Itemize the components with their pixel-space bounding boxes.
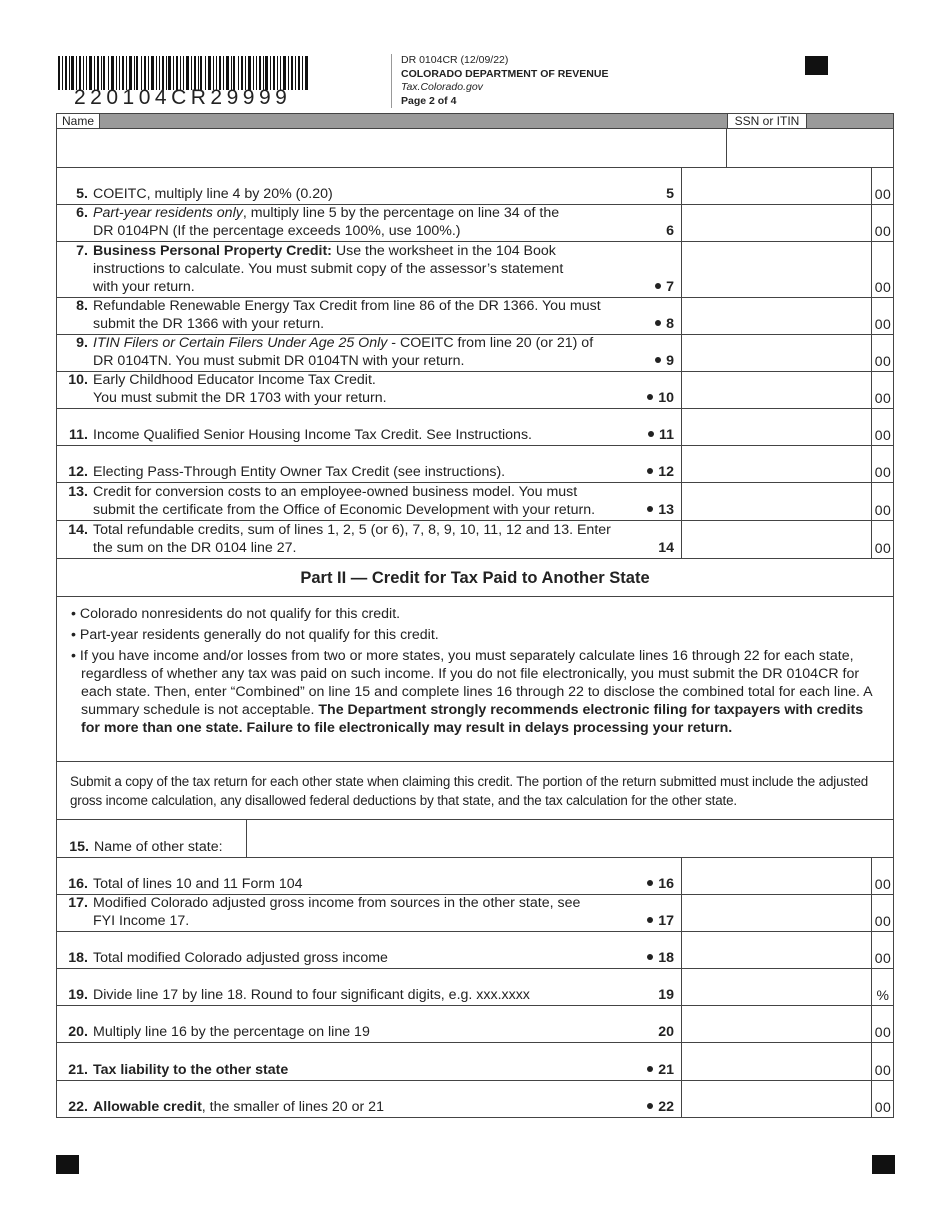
submit-note: Submit a copy of the tax return for each other state when claiming this credit. The portion of the return submitted must include the adjusted gross income calculation, any disallowed federal deductions by that state, and the tax calculation for the other state.	[56, 762, 894, 820]
line-16-amount-field[interactable]	[681, 858, 872, 894]
line-8-amount-field[interactable]	[681, 298, 872, 334]
required-bullet-icon	[647, 506, 653, 512]
line-20-row: 20. Multiply line 16 by the percentage on line 19 20 00	[56, 1006, 894, 1043]
line-18-row: 18. Total modified Colorado adjusted gross income 18 00	[56, 932, 894, 969]
line-10-amount-field[interactable]	[681, 372, 872, 408]
form-id: DR 0104CR (12/09/22)	[401, 54, 509, 66]
line-9-row: 9. ITIN Filers or Certain Filers Under Age 25 Only - COEITC from line 20 (or 21) of DR 0104TN. You must submit DR 0104TN with your return. 9 00	[56, 335, 894, 372]
line-11-row: 11. Income Qualified Senior Housing Income Tax Credit. See Instructions. 11 00	[56, 409, 894, 446]
line-18-amount-field[interactable]	[681, 932, 872, 968]
line-6-amount-field[interactable]	[681, 205, 872, 241]
line-22-row: 22. Allowable credit, the smaller of lines 20 or 21 22 00	[56, 1081, 894, 1118]
required-bullet-icon	[647, 394, 653, 400]
line-15-row: 15. Name of other state:	[56, 820, 894, 858]
line-21-row: 21. Tax liability to the other state 21 00	[56, 1043, 894, 1081]
line-11-amount-field[interactable]	[681, 409, 872, 445]
registration-mark-top-right	[805, 56, 828, 75]
page-number: Page 2 of 4	[401, 94, 457, 107]
line-19-percent-field[interactable]	[681, 969, 872, 1005]
line-20-amount-field[interactable]	[681, 1006, 872, 1042]
required-bullet-icon	[647, 1066, 653, 1072]
instruction-bullet: • If you have income and/or losses from two or more states, you must separately calculate lines 16 through 22 for each state, regardless of whether any tax was paid on such income. If you do not file electronically, you must submit the DR 0104CR for each state. Then, enter “Combined” on line 15 and complete lines 16 through 22 to disclose the combined total for each line. A summary schedule is not acceptable. The Department strongly recommends electronic filing for taxpayers with credits for more than one state. Failure to file electronically may result in delays processing your return.	[71, 648, 872, 736]
part2-instructions	[56, 597, 894, 762]
line-14-row: 14. Total refundable credits, sum of lines 1, 2, 5 (or 6), 7, 8, 9, 10, 11, 12 and 13. Enter the sum on the DR 0104 line 27. 14 00	[56, 521, 894, 559]
line-5-row: 5. COEITC, multiply line 4 by 20% (0.20) 5 00	[56, 168, 894, 205]
required-bullet-icon	[647, 468, 653, 474]
line-13-amount-field[interactable]	[681, 483, 872, 520]
instruction-bullet: • Colorado nonresidents do not qualify for this credit.	[71, 606, 401, 622]
line-8-row: 8. Refundable Renewable Energy Tax Credit from line 86 of the DR 1366. You must submit the DR 1366 with your return. 8 00	[56, 298, 894, 335]
line-14-amount-field[interactable]	[681, 521, 872, 558]
required-bullet-icon	[648, 431, 654, 437]
line-17-row: 17. Modified Colorado adjusted gross income from sources in the other state, see FYI Income 17. 17 00	[56, 895, 894, 932]
ssn-field[interactable]	[727, 129, 893, 167]
line-7-amount-field[interactable]	[681, 242, 872, 297]
line-22-amount-field[interactable]	[681, 1081, 872, 1117]
line-10-row: 10. Early Childhood Educator Income Tax Credit. You must submit the DR 1703 with your return. 10 00	[56, 372, 894, 409]
other-state-name-field[interactable]	[246, 820, 893, 857]
line-21-amount-field[interactable]	[681, 1043, 872, 1080]
website: Tax.Colorado.gov	[401, 81, 483, 93]
line-12-row: 12. Electing Pass-Through Entity Owner Tax Credit (see instructions). 12 00	[56, 446, 894, 483]
name-label: Name	[57, 114, 100, 128]
barcode	[58, 56, 308, 90]
barcode-number: 220104CR29999	[74, 86, 292, 109]
instruction-bullet: • Part-year residents generally do not qualify for this credit.	[71, 627, 439, 643]
line-7-row: 7. Business Personal Property Credit: Use the worksheet in the 104 Book instructions to calculate. You must submit copy of the assessor’s statement with your return. 7 00	[56, 242, 894, 298]
line-16-row: 16. Total of lines 10 and 11 Form 104 16 00	[56, 858, 894, 895]
line-9-amount-field[interactable]	[681, 335, 872, 371]
required-bullet-icon	[647, 1103, 653, 1109]
required-bullet-icon	[647, 954, 653, 960]
required-bullet-icon	[655, 357, 661, 363]
form-header	[401, 54, 608, 108]
ssn-label: SSN or ITIN	[727, 114, 807, 128]
registration-mark-bottom-right	[872, 1155, 895, 1174]
line-12-amount-field[interactable]	[681, 446, 872, 482]
part2-title: Part II — Credit for Tax Paid to Another State	[56, 559, 894, 597]
department-name: COLORADO DEPARTMENT OF REVENUE	[401, 67, 609, 80]
line-19-row: 19. Divide line 17 by line 18. Round to four significant digits, e.g. xxx.xxxx 19 %	[56, 969, 894, 1006]
line-17-amount-field[interactable]	[681, 895, 872, 931]
required-bullet-icon	[655, 320, 661, 326]
required-bullet-icon	[655, 283, 661, 289]
line-13-row: 13. Credit for conversion costs to an employee-owned business model. You must submit the certificate from the Office of Economic Development with your return. 13 00	[56, 483, 894, 521]
line-5-amount-field[interactable]	[681, 168, 872, 204]
registration-mark-bottom-left	[56, 1155, 79, 1174]
required-bullet-icon	[647, 917, 653, 923]
line-6-row: 6. Part-year residents only, multiply line 5 by the percentage on line 34 of the DR 0104PN (If the percentage exceeds 100%, use 100%.) 6 00	[56, 205, 894, 242]
header-divider	[391, 54, 392, 108]
required-bullet-icon	[647, 880, 653, 886]
